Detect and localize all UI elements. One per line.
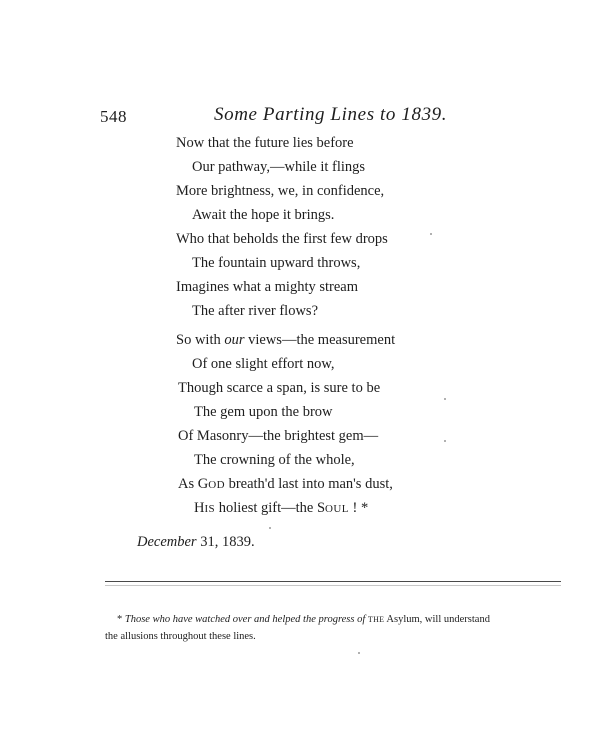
date-month: December bbox=[137, 534, 197, 550]
footnote-rule-faint bbox=[105, 585, 561, 586]
poem-line: The fountain upward throws, bbox=[192, 255, 361, 271]
poem-line: Now that the future lies before bbox=[176, 135, 354, 151]
print-speck bbox=[444, 440, 446, 442]
footnote-marker: * bbox=[117, 614, 125, 625]
text-run: views—the measurement bbox=[244, 332, 396, 348]
date-signature bbox=[137, 534, 255, 551]
poem-line bbox=[194, 499, 368, 518]
print-speck bbox=[269, 527, 271, 529]
footnote-small-caps: THE bbox=[367, 615, 385, 624]
emphasis-our: our bbox=[224, 332, 245, 348]
poem-line: The after river flows? bbox=[192, 303, 319, 319]
footnote-italic-text: Those who have watched over and helped the progress of bbox=[124, 614, 368, 625]
poem-line: Of one slight effort now, bbox=[192, 356, 335, 372]
poem-line: Await the hope it brings. bbox=[192, 207, 335, 223]
text-run: As bbox=[178, 476, 198, 492]
footnote-marker-ref: ! * bbox=[348, 500, 369, 516]
poem-line: The crowning of the whole, bbox=[194, 452, 355, 468]
poem-line bbox=[178, 475, 393, 494]
footnote-line-1 bbox=[117, 612, 490, 627]
text-run: breath'd last into man's dust, bbox=[224, 476, 393, 492]
poem-line: Our pathway,—while it flings bbox=[192, 159, 366, 175]
text-run: holiest gift—the bbox=[215, 500, 317, 516]
print-speck bbox=[430, 233, 432, 235]
date-rest: 31, 1839. bbox=[196, 534, 255, 550]
print-speck bbox=[358, 652, 360, 654]
small-caps-his: HIS bbox=[194, 500, 216, 516]
footnote-rule bbox=[105, 581, 561, 582]
poem-line: Imagines what a mighty stream bbox=[176, 279, 359, 295]
print-speck bbox=[444, 398, 446, 400]
poem-line: Though scarce a span, is sure to be bbox=[178, 380, 381, 396]
poem-line: More brightness, we, in confidence, bbox=[176, 183, 385, 199]
small-caps-soul: SOUL bbox=[316, 500, 349, 516]
poem-line: Of Masonry—the brightest gem— bbox=[178, 428, 379, 444]
footnote-line-2: the allusions throughout these lines. bbox=[105, 631, 256, 642]
page-number: 548 bbox=[100, 107, 127, 126]
running-title: Some Parting Lines to 1839. bbox=[214, 104, 448, 125]
poem-line: The gem upon the brow bbox=[194, 404, 333, 420]
poem-line bbox=[176, 331, 395, 349]
footnote-tail: Asylum, will understand bbox=[384, 614, 490, 625]
small-caps-god: GOD bbox=[197, 476, 225, 492]
poem-line: Who that beholds the first few drops bbox=[176, 231, 388, 247]
text-run: So with bbox=[176, 332, 225, 348]
